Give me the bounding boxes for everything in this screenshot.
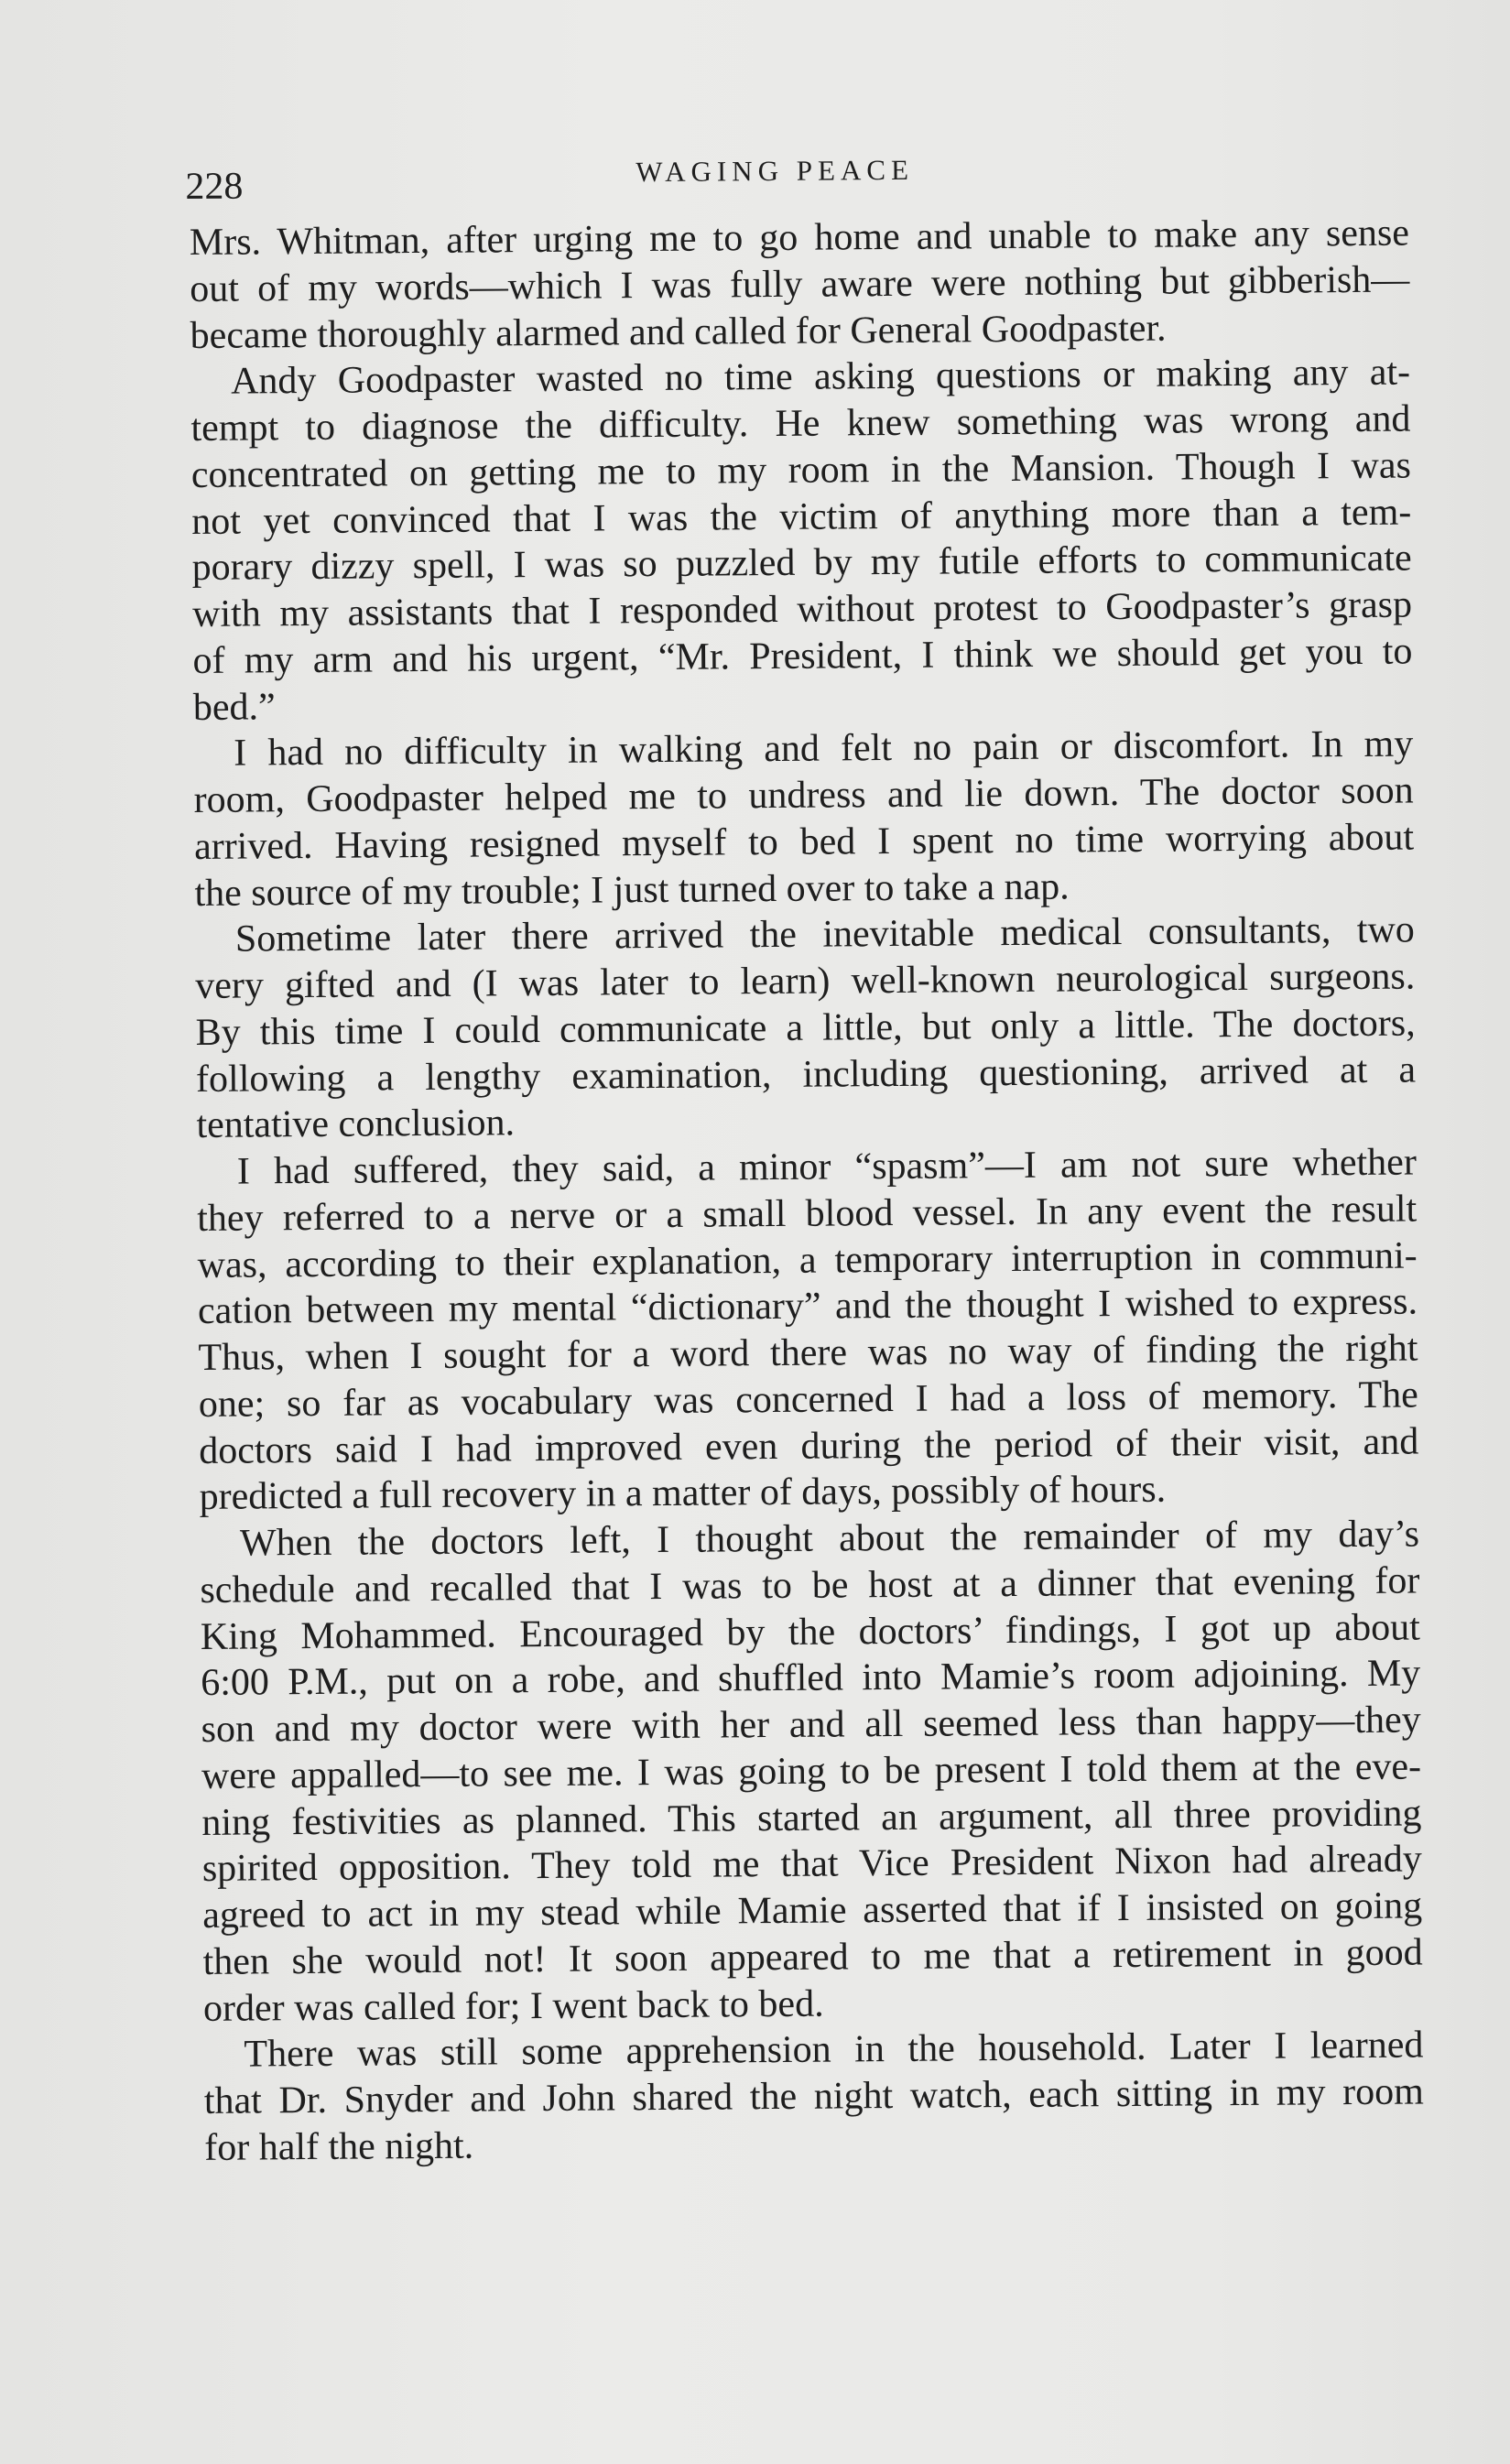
text-line: Sometime later there arrived the inevitable medical consultants, two [234, 908, 1416, 961]
text-line: room, Goodpaster helped me to undress and lie down. The doctor soon [193, 769, 1414, 821]
book-page [185, 128, 1424, 2172]
text-line: Andy Goodpaster wasted no time asking questions or making any at- [230, 351, 1411, 403]
text-line: schedule and recalled that I was to be host at a dinner that evening for [200, 1559, 1420, 1612]
text-line: tempt to diagnose the difficulty. He knew something was wrong and [190, 397, 1411, 450]
text-line: Thus, when I sought for a word there was no way of finding the right [198, 1327, 1418, 1379]
running-head [185, 128, 1409, 220]
page-number: 228 [185, 165, 244, 209]
text-line: concentrated on getting me to my room in the Mansion. Though I was [190, 444, 1412, 496]
text-line: that Dr. Snyder and John shared the night watch, each sitting in my room [203, 2070, 1424, 2122]
paragraph [193, 722, 1415, 917]
text-line: one; so far as vocabulary was concerned I had a loss of memory. The [198, 1373, 1419, 1426]
text-line: then she would not! It soon appeared to me that a retirement in good [202, 1931, 1423, 1983]
text-line: arrived. Having resigned myself to bed I spent no time worrying about [193, 816, 1415, 868]
text-line: When the doctors left, I thought about the remainder of my day’s [239, 1513, 1420, 1565]
paragraph [200, 1511, 1423, 2032]
text-line: Mrs. Whitman, after urging me to go home and unable to make any sense [189, 212, 1410, 264]
paragraph [190, 350, 1413, 731]
text-line: with my assistants that I responded without protest to Goodpaster’s grasp [191, 583, 1413, 635]
text-line: became thoroughly alarmed and called for General Goodpaster. [190, 307, 1167, 357]
text-line: was, according to their explanation, a temporary interruption in communi- [197, 1234, 1418, 1286]
text-line: spirited opposition. They told me that Vice President Nixon had already [201, 1838, 1422, 1891]
text-line: agreed to act in my stead while Mamie asserted that if I insisted on going [202, 1884, 1423, 1937]
text-line: There was still some apprehension in the household. Later I learned [244, 2024, 1424, 2076]
text-line: By this time I could communicate a little, but only a little. The doctors, [195, 1002, 1416, 1054]
paragraph [203, 2023, 1424, 2172]
text-line: ning festivities as planned. This started an argument, all three providing [201, 1791, 1422, 1844]
text-line: were appalled—to see me. I was going to be present I told them at the eve- [201, 1745, 1422, 1797]
text-line: I had suffered, they said, a minor “spasm”—I am not sure whether [236, 1141, 1418, 1193]
text-line: bed.” [192, 685, 276, 729]
text-line: I had no difficulty in walking and felt no pain or discomfort. In my [234, 722, 1414, 775]
body-text [190, 211, 1425, 2172]
text-line: cation between my mental “dictionary” and the thought I wished to express. [197, 1280, 1418, 1333]
text-line: not yet convinced that I was the victim of anything more than a tem- [191, 491, 1412, 543]
text-line: they referred to a nerve or a small blood vessel. In any event the result [197, 1188, 1418, 1240]
text-line: doctors said I had improved even during the period of their visit, and [199, 1419, 1419, 1472]
text-line: tentative conclusion. [196, 1102, 516, 1147]
text-line: following a lengthy examination, including questioning, arrived at a [195, 1048, 1417, 1101]
paragraph [190, 211, 1410, 360]
text-line: for half the night. [204, 2124, 474, 2169]
text-line: very gifted and (I was later to learn) well-known neurological surgeons. [195, 955, 1416, 1007]
text-line: King Mohammed. Encouraged by the doctors’ findings, I got up about [200, 1605, 1421, 1658]
text-line: order was called for; I went back to bed. [202, 1982, 824, 2030]
text-line: of my arm and his urgent, “Mr. President, I think we should get you to [192, 630, 1413, 682]
text-line: son and my doctor were with her and all seemed less than happy—they [201, 1699, 1421, 1751]
running-title: WAGING PEACE [636, 153, 915, 189]
text-line: porary dizzy spell, I was so puzzled by my futile efforts to communicate [191, 537, 1412, 590]
text-line: the source of my trouble; I just turned over to take a nap. [194, 864, 1070, 915]
text-line: 6:00 P.M., put on a robe, and shuffled into Mamie’s room adjoining. My [201, 1652, 1421, 1705]
paragraph [197, 1140, 1419, 1521]
text-line: predicted a full recovery in a matter of days, possibly of hours. [199, 1468, 1167, 1519]
paragraph [195, 907, 1417, 1149]
text-line: out of my words—which I was fully aware were nothing but gibberish— [190, 258, 1410, 310]
